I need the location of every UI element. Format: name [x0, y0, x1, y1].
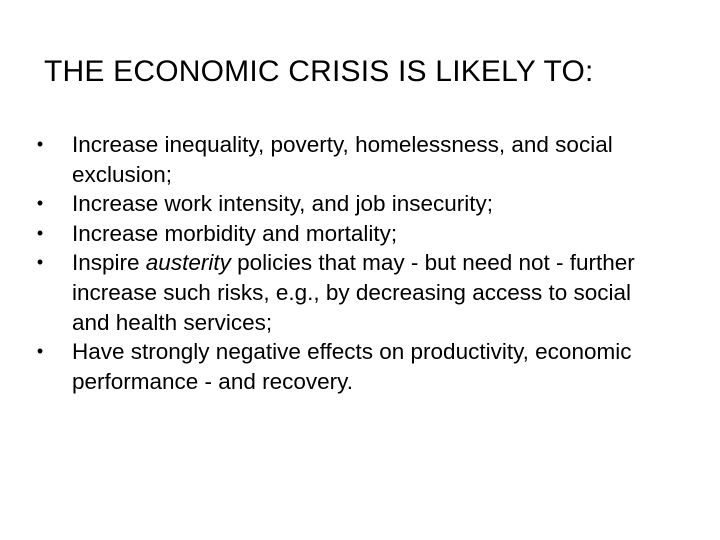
bullet-text: Increase work intensity, and job insecurity;: [72, 191, 494, 217]
bullet-emphasis-austerity: austerity: [145, 250, 231, 276]
bullet-item-austerity: [30, 248, 670, 337]
bullet-text-lead: Inspire: [72, 250, 146, 276]
bullet-list: [30, 130, 670, 396]
bullet-marker-icon: •: [36, 134, 44, 154]
bullet-item-morbidity: [30, 219, 670, 249]
bullet-marker-icon: •: [36, 252, 44, 273]
bullet-marker-icon: •: [36, 341, 44, 362]
bullet-item-work-intensity: [30, 189, 670, 219]
bullet-marker-icon: •: [36, 193, 44, 214]
slide-title: THE ECONOMIC CRISIS IS LIKELY TO:: [44, 55, 594, 88]
bullet-text: Have strongly negative effects on productivity, economic performance - and recovery.: [72, 339, 632, 394]
bullet-text-rest: policies that may - but need not - further increase such risks, e.g., by decreasing access to social and health services;: [72, 250, 635, 335]
bullet-text: Increase morbidity and mortality;: [72, 220, 398, 246]
bullet-item-inequality: [30, 130, 670, 189]
bullet-item-productivity: [30, 337, 670, 396]
bullet-text: Increase inequality, poverty, homelessness, and social exclusion;: [72, 132, 613, 187]
bullet-marker-icon: •: [36, 222, 44, 243]
